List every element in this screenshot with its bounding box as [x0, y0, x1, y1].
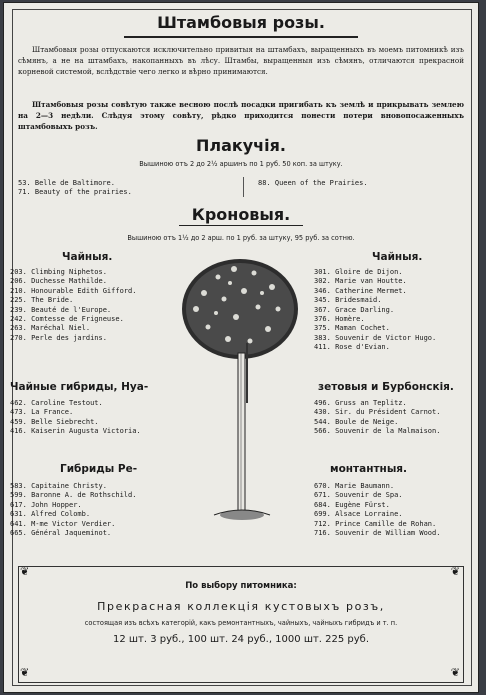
list-item: 716. Souvenir de William Wood. [314, 529, 441, 538]
list-item: 641. M-me Victor Verdier. [10, 519, 116, 528]
list-item: 671. Souvenir de Spa. [314, 491, 403, 500]
column-divider [243, 177, 244, 197]
list-item: 462. Caroline Testout. [10, 399, 103, 407]
tea-heading-right: Чайныя. [372, 251, 423, 263]
ornament-icon: ❦ [20, 666, 30, 679]
hybrid-tea-list-right [314, 399, 440, 437]
list-item: 203. Climbing Niphetos. [10, 268, 107, 276]
list-item: 599. Baronne A. de Rothschild. [10, 491, 137, 500]
hybrid-tea-heading-left: Чайные гибриды, Нуа- [10, 381, 149, 393]
list-item: 712. Prince Camille de Rohan. [314, 519, 437, 528]
list-item: 383. Souvenir de Victor Hugo. [314, 333, 437, 342]
catalog-page [4, 3, 478, 692]
list-item: 473. La France. [10, 408, 74, 417]
list-item: 375. Maman Cochet. [314, 324, 390, 333]
standard-rose-tree-illustration [174, 243, 306, 533]
crown-underline [179, 225, 303, 226]
list-item: 665. Général Jaqueminot. [10, 529, 112, 538]
weeping-subtitle: Вышиною отъ 2 до 2½ аршинъ по 1 руб. 50 коп. за штуку. [139, 160, 343, 168]
list-item: 416. Kaiserin Augusta Victoria. [10, 427, 141, 436]
offer-title: Прекрасная коллекція кустовыхъ розъ, [97, 600, 385, 613]
list-item: 459. Belle Siebrecht. [10, 417, 99, 426]
list-item: 617. John Hopper. [10, 500, 82, 509]
hybrid-tea-list-left [10, 399, 141, 437]
list-item: 367. Grace Darling. [314, 305, 395, 314]
list-item: 242. Comtesse de Frigneuse. [10, 315, 124, 324]
ornament-icon: ❦ [450, 666, 460, 679]
list-item: 411. Rose d'Evian. [314, 343, 390, 352]
list-item: 376. Homère. [314, 315, 365, 324]
list-item: 225. The Bride. [10, 296, 74, 305]
remontant-heading-right: монтантныя. [330, 463, 408, 475]
crown-heading: Кроновыя. [191, 205, 291, 224]
list-item: 544. Boule de Neige. [314, 417, 399, 426]
weeping-heading: Плакучія. [195, 136, 286, 155]
list-item: 430. Sir. du Président Carnot. [314, 408, 441, 417]
tea-list-right [314, 268, 436, 353]
offer-description: состоящая изъ всѣхъ категорій, какъ ремонтантныхъ, чайныхъ, чайныхъ гибридъ и т. п. [84, 619, 398, 627]
ornament-icon: ❦ [20, 565, 30, 578]
remontant-list-right [314, 482, 440, 538]
list-item: 345. Bridesmaid. [314, 296, 382, 305]
list-item: 496. Gruss an Teplitz. [314, 399, 407, 407]
list-item: 631. Alfred Colomb. [10, 510, 91, 519]
list-item: 699. Alsace Lorraine. [314, 510, 403, 519]
list-item: 684. Eugène Fürst. [314, 500, 390, 509]
list-item: 583. Capitaine Christy. [10, 482, 107, 490]
crown-subtitle: Вышиною отъ 1½ до 2 арш. по 1 руб. за штуку, 95 руб. за сотню. [127, 234, 355, 242]
list-item: 263. Maréchal Niel. [10, 324, 91, 333]
list-item: 88. Queen of the Prairies. [258, 179, 368, 187]
list-item: 210. Honourable Edith Gifford. [10, 286, 137, 295]
tea-heading-left: Чайныя. [62, 251, 113, 263]
list-item: 670. Marie Baumann. [314, 482, 395, 490]
planting-advice-paragraph: Штамбовыя розы совѣтую также весною послѣ посадки пригибать къ землѣ и прикрывать землею на 2—3 недѣли. Слѣдуя этому совѣту, рѣдко приходится понести потери вновопосаженныхъ штамбовыхъ розъ. [18, 100, 464, 131]
page-title: Штамбовыя розы. [157, 13, 325, 32]
remontant-heading-left: Гибриды Ре- [60, 463, 138, 475]
list-item: 346. Catherine Mermet. [314, 286, 407, 295]
hybrid-tea-heading-right: зетовыя и Бурбонскія. [318, 381, 454, 393]
intro-paragraph: Штамбовыя розы отпускаются исключительно привитыя на штамбахъ, выращенныхъ въ моемъ питомникѣ изъ сѣмянъ, а не на штамбахъ, накопанныхъ въ лѣсу. Штамбы, выращенныя изъ сѣмянъ, отличаются прекрасной корневой системой, вслѣдствіе чего легко и вѣрно принимаются. [18, 45, 464, 76]
remontant-list-left [10, 482, 136, 538]
list-item: 270. Perle des jardins. [10, 333, 107, 342]
list-item: 53. Belle de Baltimore. [18, 179, 115, 187]
list-item: 239. Beauté de l'Europe. [10, 305, 112, 314]
list-item: 206. Duchesse Mathilde. [10, 277, 107, 286]
list-item: 301. Gloire de Dijon. [314, 268, 403, 276]
list-item: 71. Beauty of the prairies. [18, 188, 132, 196]
list-item: 566. Souvenir de la Malmaison. [314, 427, 441, 436]
offer-prices: 12 шт. 3 руб., 100 шт. 24 руб., 1000 шт. 225 руб. [112, 634, 370, 645]
tea-list-left [10, 268, 136, 343]
ornament-icon: ❦ [450, 565, 460, 578]
offer-label: По выбору питомника: [185, 581, 297, 591]
list-item: 302. Marie van Houtte. [314, 277, 407, 286]
title-underline [124, 36, 358, 38]
